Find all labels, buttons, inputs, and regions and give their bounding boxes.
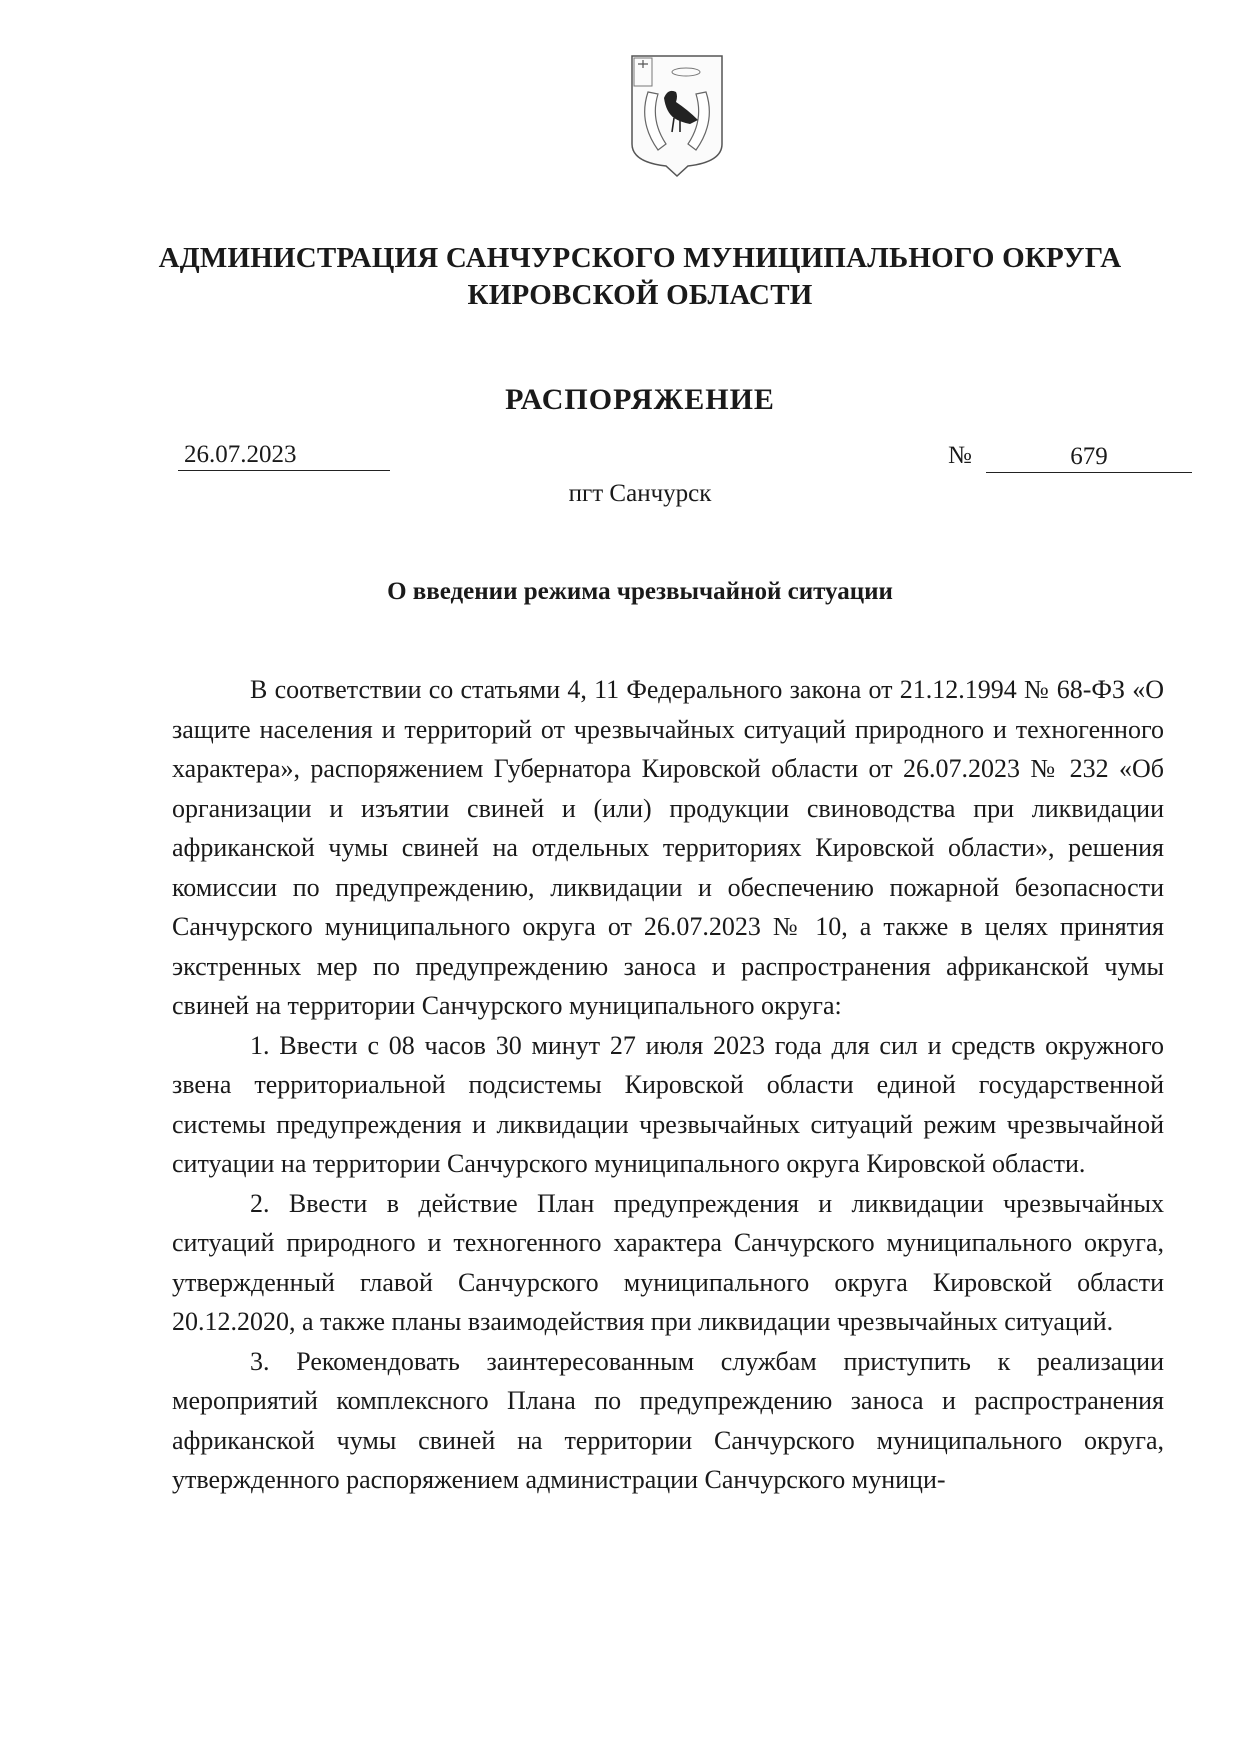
preamble-paragraph: В соответствии со статьями 4, 11 Федерального закона от 21.12.1994 № 68-ФЗ «О защите населения и территорий от чрезвычайных ситуаций природного и техногенного характера», распоряжением Губернатора Кировской области от 26.07.2023 № 232 «Об организации и изъятии свиней и (или) продукции свиноводства при ликвидации африканской чумы свиней на отдельных территориях Кировской области», решения комиссии по предупреждению, ликвидации и обеспечению пожарной безопасности Санчурского муниципального округа от 26.07.2023 № 10, а также в целях принятия экстренных мер по предупреждению заноса и распространения африканской чумы свиней на территории Санчурского муниципального округа: (172, 675, 1164, 1020)
organization-line-1: АДМИНИСТРАЦИЯ САНЧУРСКОГО МУНИЦИПАЛЬНОГО ОКРУГА (158, 242, 1122, 274)
document-body (172, 670, 1164, 1500)
organization-line-2: КИРОВСКОЙ ОБЛАСТИ (467, 279, 813, 311)
organization-name (140, 240, 1140, 314)
document-subject: О введении режима чрезвычайной ситуации (387, 578, 893, 605)
document-type: РАСПОРЯЖЕНИЕ (505, 383, 775, 416)
coat-of-arms-icon (628, 52, 726, 180)
number-sign: № (948, 442, 972, 469)
document-date: 26.07.2023 (178, 440, 390, 471)
clause-1-paragraph: 1. Ввести с 08 часов 30 минут 27 июля 2023 года для сил и средств окружного звена территориальной подсистемы Кировской области единой государственной системы предупреждения и ликвидации чрезвычайных ситуаций режим чрезвычайной ситуации на территории Санчурского муниципального округа Кировской области. (172, 1030, 1164, 1178)
document-place: пгт Санчурск (568, 480, 712, 507)
clause-3-paragraph: 3. Рекомендовать заинтересованным службам приступить к реализации мероприятий комплексного Плана по предупреждению заноса и распространения африканской чумы свиней на территории Санчурского муниципального округа, утвержденного распоряжением администрации Санчурского муници- (172, 1346, 1164, 1494)
document-number: 679 (986, 442, 1192, 473)
clause-2-paragraph: 2. Ввести в действие План предупреждения и ликвидации чрезвычайных ситуаций природного и техногенного характера Санчурского муниципального округа, утвержденный главой Санчурского муниципального округа Кировской области 20.12.2020, а также планы взаимодействия при ликвидации чрезвычайных ситуаций. (172, 1188, 1164, 1336)
